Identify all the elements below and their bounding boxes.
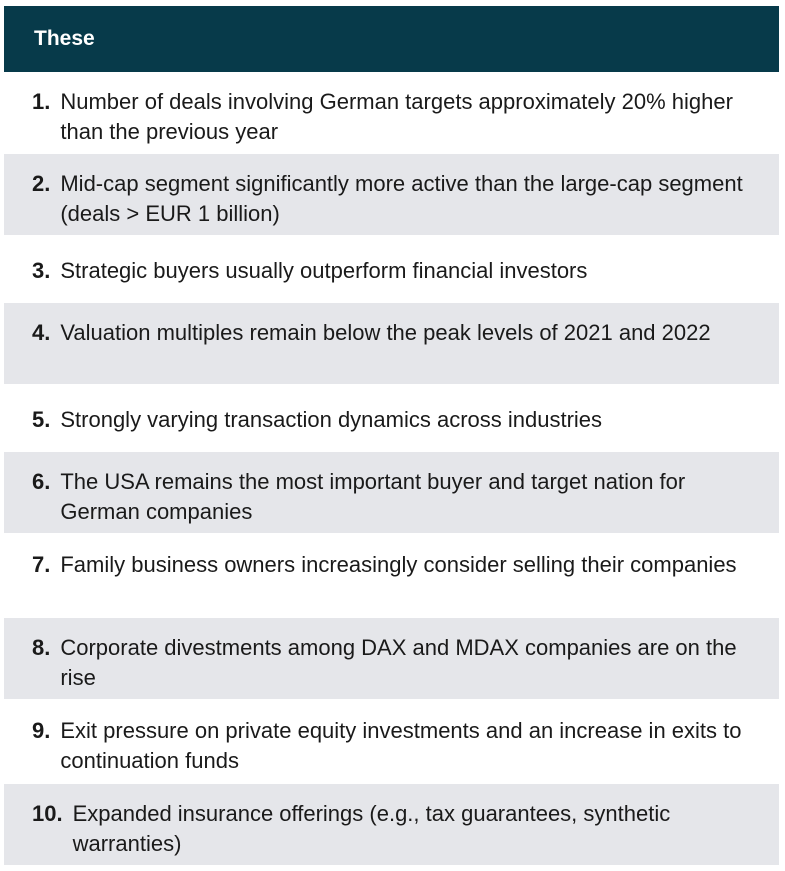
list-item	[4, 618, 779, 701]
item-text: Strategic buyers usually outperform financial investors	[60, 258, 588, 283]
item-number: 3.	[32, 258, 51, 283]
item-number: 7.	[32, 552, 51, 577]
list-item	[4, 452, 779, 535]
table-header	[4, 6, 779, 72]
item-text: Mid-cap segment significantly more active than the large-cap segment (deals > EUR 1 billion)	[60, 171, 743, 226]
item-number: 10.	[32, 801, 63, 826]
item-number: 6.	[32, 469, 51, 494]
list-item	[4, 154, 779, 237]
list-item	[4, 701, 779, 784]
item-text: Family business owners increasingly consider selling their companies	[60, 552, 737, 577]
theses-table	[4, 6, 779, 867]
list-item	[4, 72, 779, 154]
item-number: 5.	[32, 407, 51, 432]
list-item	[4, 303, 779, 386]
item-number: 1.	[32, 89, 51, 114]
list-item	[4, 386, 779, 452]
item-number: 8.	[32, 635, 51, 660]
item-number: 4.	[32, 320, 51, 345]
item-text: Expanded insurance offerings (e.g., tax guarantees, synthetic warranties)	[72, 801, 671, 856]
list-item	[4, 784, 779, 867]
item-text: Corporate divestments among DAX and MDAX companies are on the rise	[60, 635, 737, 690]
list-item	[4, 237, 779, 303]
item-number: 2.	[32, 171, 51, 196]
list-item	[4, 535, 779, 618]
item-text: Strongly varying transaction dynamics across industries	[60, 407, 603, 432]
item-text: Valuation multiples remain below the peak levels of 2021 and 2022	[60, 320, 711, 345]
item-number: 9.	[32, 718, 51, 743]
item-text: The USA remains the most important buyer and target nation for German companies	[60, 469, 686, 524]
item-text: Number of deals involving German targets approximately 20% higher than the previous year	[60, 89, 733, 144]
header-title: These	[34, 27, 95, 50]
item-text: Exit pressure on private equity investments and an increase in exits to continuation funds	[60, 718, 742, 773]
